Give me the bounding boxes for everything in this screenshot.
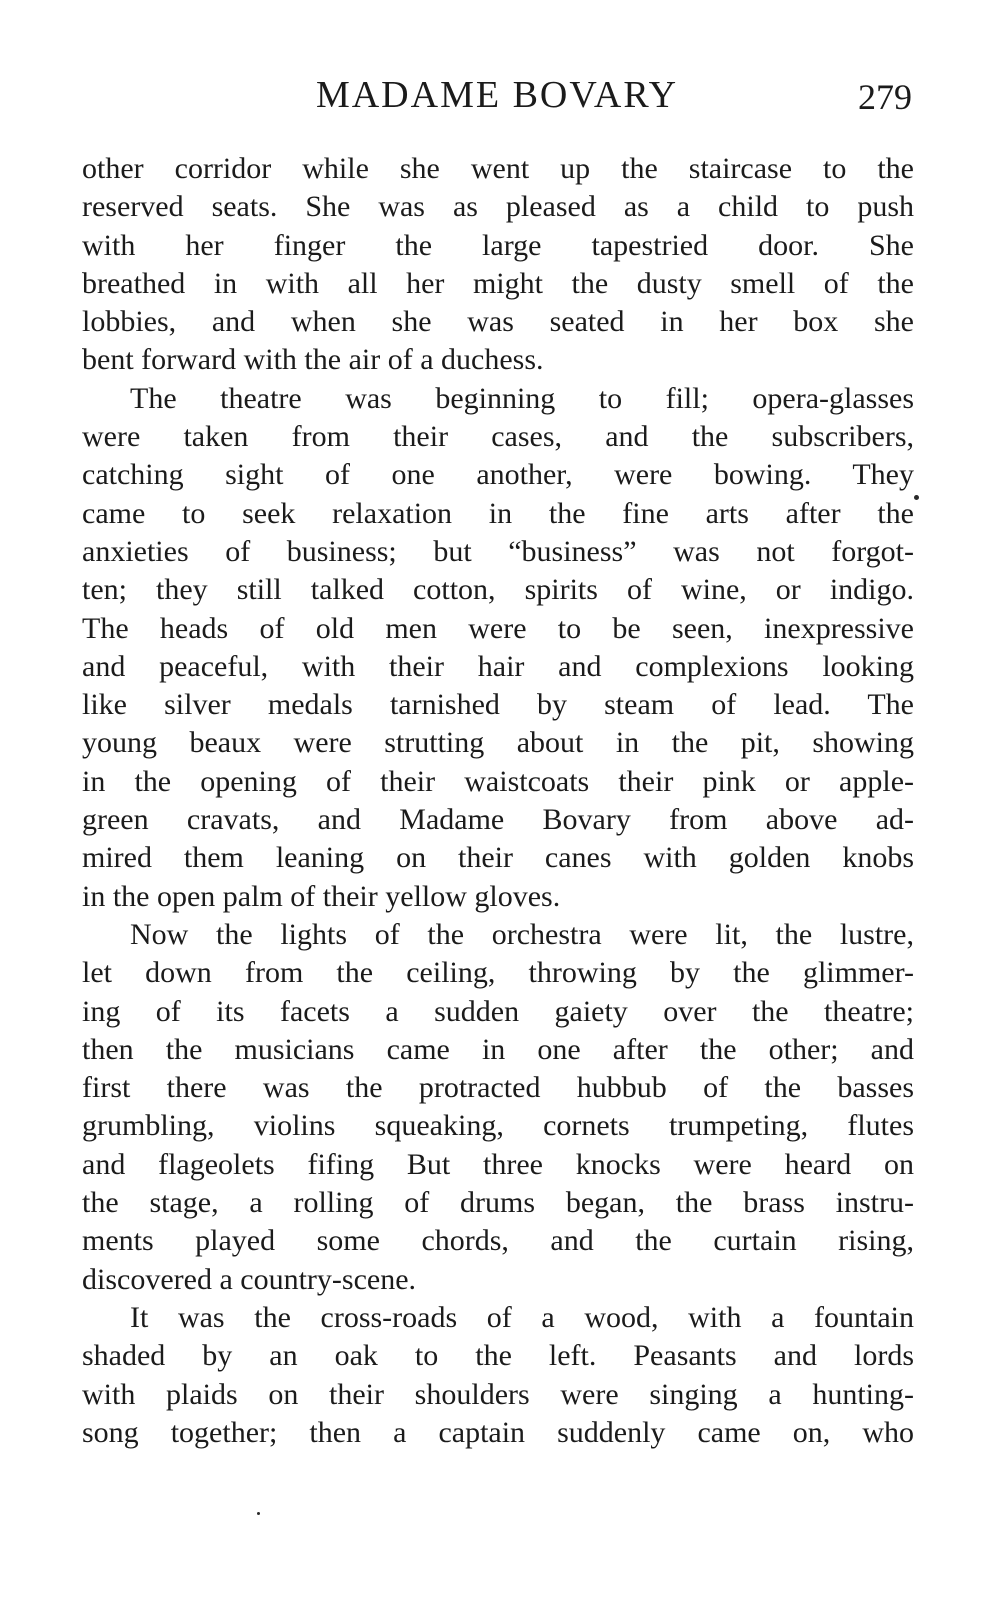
text-line: breathed in with all her might the dusty smell of the — [82, 266, 914, 300]
text-line: grumbling, violins squeaking, cornets trumpeting, flutes — [82, 1109, 914, 1143]
text-line: mired them leaning on their canes with golden knobs — [82, 841, 914, 875]
body-text — [82, 150, 914, 1452]
text-line: catching sight of one another, were bowing. They — [82, 458, 914, 492]
paragraph-3 — [82, 916, 914, 1299]
text-line: other corridor while she went up the staircase to the — [82, 152, 914, 185]
text-line: and flageolets fifing But three knocks were heard on — [82, 1147, 914, 1181]
text-line: were taken from their cases, and the subscribers, — [82, 420, 914, 454]
text-line: then the musicians came in one after the other; and — [82, 1032, 914, 1066]
page-title: MADAME BOVARY — [315, 74, 679, 116]
text-line: discovered a country-scene. — [82, 1262, 417, 1296]
ink-speck — [257, 1512, 260, 1515]
text-line: came to seek relaxation in the fine arts after the — [82, 496, 914, 530]
text-line: shaded by an oak to the left. Peasants and lords — [82, 1339, 914, 1373]
running-head — [82, 70, 912, 120]
text-line: first there was the protracted hubbub of the basses — [82, 1071, 914, 1105]
text-line: in the opening of their waistcoats their pink or apple- — [82, 764, 914, 798]
text-line: The theatre was beginning to fill; opera-glasses — [130, 381, 914, 415]
text-line: in the open palm of their yellow gloves. — [82, 879, 561, 913]
text-line: It was the cross-roads of a wood, with a fountain — [130, 1300, 914, 1334]
page-number: 279 — [858, 77, 912, 117]
text-line: like silver medals tarnished by steam of lead. The — [82, 688, 914, 722]
text-line: the stage, a rolling of drums began, the brass instru- — [82, 1186, 914, 1220]
paragraph-2 — [82, 380, 914, 916]
text-line: The heads of old men were to be seen, inexpressive — [82, 611, 914, 645]
paragraph-4 — [82, 1299, 914, 1452]
text-line: Now the lights of the orchestra were lit, the lustre, — [130, 917, 914, 951]
text-line: young beaux were strutting about in the pit, showing — [82, 726, 914, 760]
text-line: with her finger the large tapestried door. She — [82, 228, 914, 262]
ink-speck — [914, 495, 919, 500]
text-line: with plaids on their shoulders were singing a hunting- — [82, 1377, 914, 1411]
text-line: ing of its facets a sudden gaiety over the theatre; — [82, 994, 914, 1028]
paragraph-1 — [82, 150, 914, 380]
text-line: anxieties of business; but “business” was not forgot- — [82, 534, 914, 568]
text-line: song together; then a captain suddenly came on, who — [82, 1415, 914, 1449]
text-line: let down from the ceiling, throwing by the glimmer- — [82, 956, 914, 990]
text-line: bent forward with the air of a duchess. — [82, 343, 544, 377]
text-line: lobbies, and when she was seated in her box she — [82, 305, 914, 339]
text-line: green cravats, and Madame Bovary from above ad- — [82, 803, 914, 837]
text-line: reserved seats. She was as pleased as a child to push — [82, 190, 914, 224]
text-line: and peaceful, with their hair and complexions looking — [82, 649, 914, 683]
text-line: ten; they still talked cotton, spirits of wine, or indigo. — [82, 573, 914, 607]
text-line: ments played some chords, and the curtain rising, — [82, 1224, 914, 1258]
